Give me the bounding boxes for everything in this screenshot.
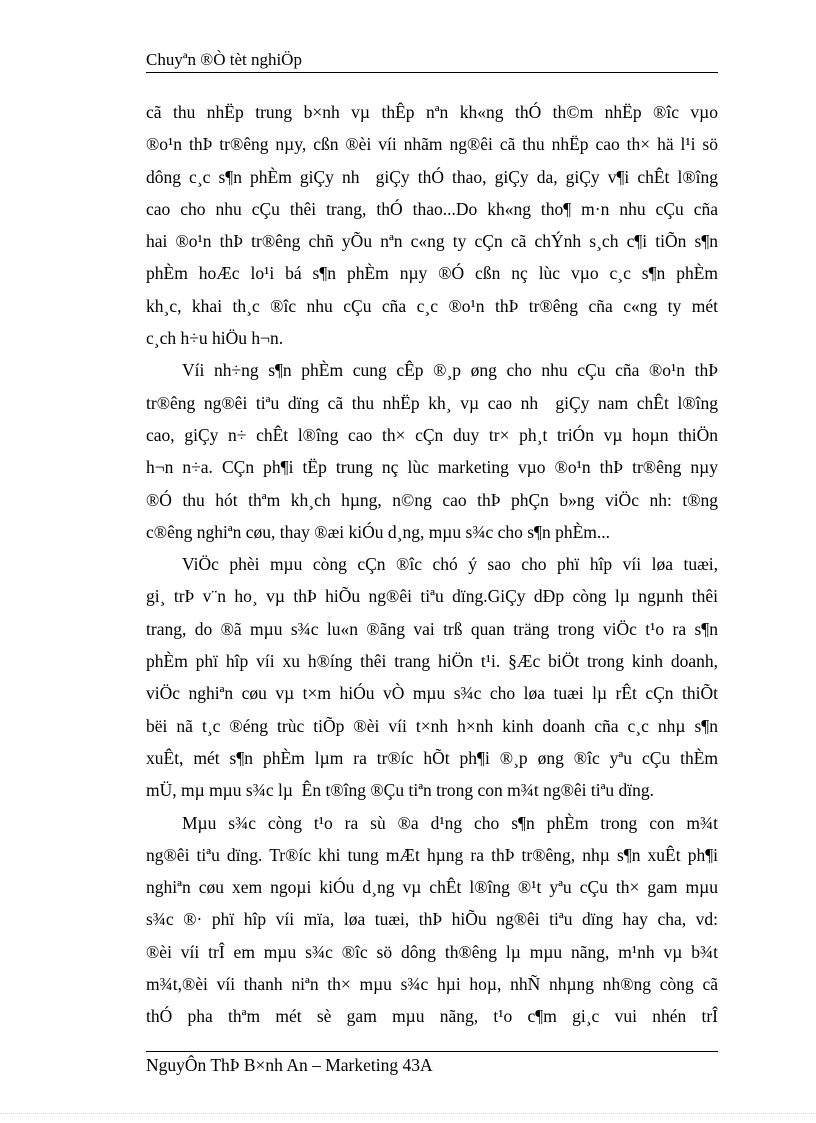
page-bottom-edge bbox=[0, 1113, 816, 1114]
text-line: bëi nã t¸c ®éng trùc tiÕp ®èi víi t×nh h×nh kinh doanh cña c¸c nhµ s¶n bbox=[146, 715, 718, 736]
text-line: s¾c ®· phï hîp víi mïa, løa tuæi, thÞ hiÕu ng®êi tiªu dïng hay cha, vd: bbox=[146, 909, 718, 930]
text-line: gi¸ trÞ v¨n ho¸ vµ thÞ hiÕu ng®êi tiªu dïng.GiÇy dÐp còng lµ ngµnh thêi bbox=[146, 586, 718, 607]
text-line: m¾t,®èi víi thanh niªn th× mµu s¾c hµi hoµ, nhÑ nhµng nh®ng còng cã bbox=[146, 974, 718, 995]
paragraph-start-line: Mµu s¾c còng t¹o ra sù ®a d¹ng cho s¶n phÈm trong con m¾t bbox=[182, 812, 718, 833]
text-line: cao, giÇy n÷ chÊt l®îng cao th× cÇn duy tr× ph¸t triÓn vµ hoµn thiÖn bbox=[146, 424, 718, 445]
text-line: hai ®o¹n thÞ tr®êng chñ yÕu nªn c«ng ty cÇn cã chÝnh s¸ch c¶i tiÕn s¶n bbox=[146, 231, 718, 252]
text-line: h¬n n÷a. CÇn ph¶i tËp trung nç lùc marketing vµo ®o¹n thÞ tr®êng nµy bbox=[146, 457, 718, 478]
text-line: kh¸c, khai th¸c ®îc nhu cÇu cña c¸c ®o¹n thÞ tr®êng cña c«ng ty mét bbox=[146, 295, 718, 316]
paragraph-start-line: Víi nh÷ng s¶n phÈm cung cÊp ®¸p øng cho nhu cÇu cña ®o¹n thÞ bbox=[182, 360, 718, 381]
page-header-title: Chuyªn ®Ò tèt nghiÖp bbox=[146, 50, 302, 69]
paragraph-start-line: ViÖc phèi mµu còng cÇn ®îc chó ý sao cho phï hîp víi løa tuæi, bbox=[182, 554, 718, 575]
text-line: viÖc nghiªn cøu vµ t×m hiÓu vÒ mµu s¾c cho løa tuæi lµ rÊt cÇn thiÕt bbox=[146, 683, 718, 704]
text-line: mÜ, mµ mµu s¾c lµ Ên t®îng ®Çu tiªn trong con m¾t ng®êi tiªu dïng. bbox=[146, 780, 655, 801]
page-footer-author: NguyÔn ThÞ B×nh An – Marketing 43A bbox=[146, 1055, 433, 1075]
footer-divider bbox=[146, 1051, 718, 1052]
text-line: trang, do ®ã mµu s¾c lu«n ®ãng vai trß quan träng trong viÖc t¹o ra s¶n bbox=[146, 618, 718, 639]
text-line: c¸ch h÷u hiÖu h¬n. bbox=[146, 328, 284, 349]
text-line: phÈm hoÆc lo¹i bá s¶n phÈm nµy ®Ó cßn nç lùc vµo c¸c s¶n phÈm bbox=[146, 263, 718, 284]
text-line: ®èi víi trÎ em mµu s¾c ®îc sö dông th®êng lµ mµu nãng, m¹nh vµ b¾t bbox=[146, 941, 718, 962]
text-line: ®Ó thu hót thªm kh¸ch hµng, n©ng cao thÞ phÇn b»ng viÖc nh: t®ng bbox=[146, 489, 718, 510]
text-line: dông c¸c s¶n phÈm giÇy nh giÇy thÓ thao, giÇy da, giÇy v¶i chÊt l®îng bbox=[146, 166, 718, 187]
text-line: c®êng nghiªn cøu, thay ®æi kiÓu d¸ng, mµu s¾c cho s¶n phÈm... bbox=[146, 521, 611, 542]
text-line: ®o¹n thÞ tr®êng nµy, cßn ®èi víi nhãm ng®êi cã thu nhËp cao th× hä l¹i sö bbox=[146, 134, 718, 155]
text-line: tr®êng ng®êi tiªu dïng cã thu nhËp kh¸ vµ cao nh giÇy nam chÊt l®îng bbox=[146, 392, 718, 413]
header-divider bbox=[146, 72, 718, 73]
text-line: cao cho nhu cÇu thêi trang, thÓ thao...Do kh«ng tho¶ m·n nhu cÇu cña bbox=[146, 198, 718, 219]
text-line: phÈm phï hîp víi xu h®íng thêi trang hiÖn t¹i. §Æc biÖt trong kinh doanh, bbox=[146, 651, 718, 672]
text-line: ng®êi tiªu dïng. Tr®íc khi tung mÆt hµng ra thÞ tr®êng, nhµ s¶n xuÊt ph¶i bbox=[146, 844, 718, 865]
text-line: nghiªn cøu xem ngoµi kiÓu d¸ng vµ chÊt l®îng ®¹t yªu cÇu th× gam mµu bbox=[146, 877, 718, 898]
text-line: cã thu nhËp trung b×nh vµ thÊp nªn kh«ng thÓ th©m nhËp ®îc vµo bbox=[146, 102, 718, 122]
text-line: xuÊt, mét s¶n phÈm lµm ra tr®íc hÕt ph¶i ®¸p øng ®îc yªu cÇu thÈm bbox=[146, 747, 718, 768]
body-text bbox=[146, 96, 718, 1033]
text-line: thÓ pha thªm mét sè gam mµu nãng, t¹o c¶m gi¸c vui nhén trÎ bbox=[146, 1006, 718, 1027]
